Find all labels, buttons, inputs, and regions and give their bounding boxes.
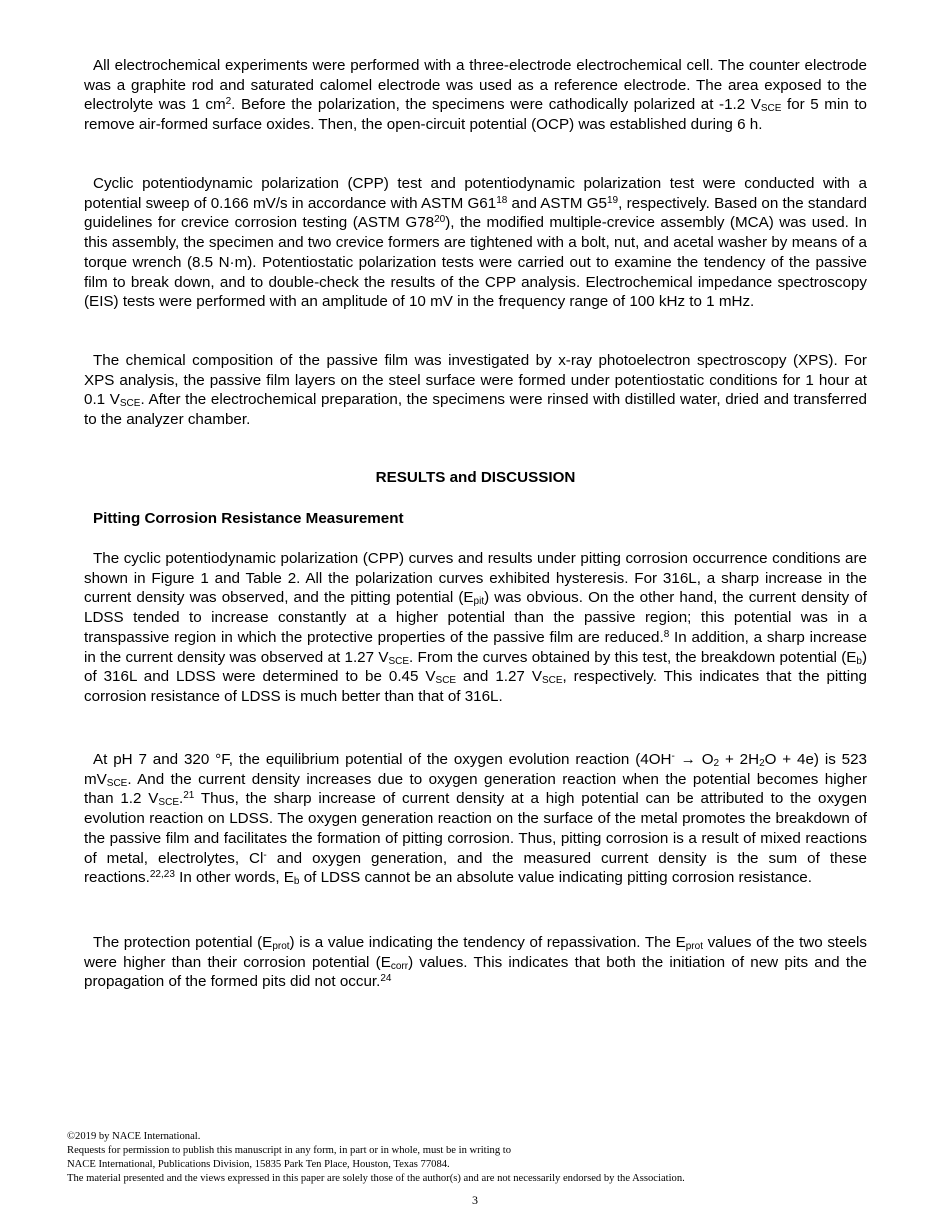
paragraph-polarization-tests: Cyclic potentiodynamic polarization (CPP) test and potentiodynamic polarization test were conducted with a potential sweep of 0.166 mV/s in accordance with ASTM $G61^{18}$ and ASTM $G5^{19}$, respectively. Based on the standard guidelines for crevice corrosion testing (ASTM $G78^{20}$), the modified multiple-crevice assembly (MCA) was used. In this assembly, the specimen and two crevice formers are tightened with a bolt, nut, and acetal washer by means of a torque wrench (8.5 N·m). Potentiostatic polarization tests were carried out to examine the tendency of the passive film to break down, and to double-check the results of the CPP analysis. Electrochemical impedance spectroscopy (EIS) tests were performed with an amplitude of 10 mV in the frequency range of 100 kHz to 1 mHz. xyxy=(84,175,868,311)
page-number: 3 xyxy=(472,1193,478,1207)
footer-permission-line: Requests for permission to publish this manuscript in any form, in part or in whole, must be in writing to xyxy=(67,1145,512,1157)
paragraph-xps-analysis: The chemical composition of the passive film was investigated by x-ray photoelectron spectroscopy (XPS). For XPS analysis, the passive film layers on the steel surface were formed under potentiostatic conditions for 1 hour at 0.1 $V_{SCE}$. After the electrochemical preparation, the specimens were rinsed with distilled water, dried and transferred to the analyzer chamber. xyxy=(84,352,867,429)
subsection-heading: Pitting Corrosion Resistance Measurement xyxy=(93,510,404,527)
footer-disclaimer-line: The material presented and the views expressed in this paper are solely those of the author(s) and are not necessarily endorsed by the Association. xyxy=(67,1173,685,1185)
footer-copyright-line: ©2019 by NACE International. xyxy=(67,1131,201,1142)
paragraph-electrochemical-setup: All electrochemical experiments were performed with a three-electrode electrochemical cell. The counter electrode was a graphite rod and saturated calomel electrode was used as a reference electrode. The area exposed to the electrolyte was 1 $cm^2$. Before the polarization, the specimens were cathodically polarized at -1.2 $V_{SCE}$ for 5 min to remove air-formed surface oxides. Then, the open-circuit potential (OCP) was established during 6 h. xyxy=(84,57,868,134)
section-heading: RESULTS and DISCUSSION xyxy=(375,469,576,486)
footer-address-line: NACE International, Publications Division, 15835 Park Ten Place, Houston, Texas 77084. xyxy=(67,1159,450,1171)
copyright-footer xyxy=(67,1130,887,1186)
paragraph-cpp-results: The cyclic potentiodynamic polarization (CPP) curves and results under pitting corrosion occurrence conditions are shown in Figure 1 and Table 2. All the polarization curves exhibited hysteresis. For 316L, a sharp increase in the current density was observed, and the pitting potential $(E_{pit})$ was obvious. On the other hand, the current density of LDSS tended to increase constantly at a higher potential than the passive region; this potential was in a transpassive region in which the protective properties of the passive film are reduced.$^8$ In addition, a sharp increase in the current density was observed at 1.27 $V_{SCE}$. From the curves obtained by this test, the breakdown potential $(E_b)$ of 316L and LDSS were determined to be 0.45 $V_{SCE}$ and 1.27 $V_{SCE}$, respectively. This indicates that the pitting corrosion resistance of LDSS is much better than that of 316L. xyxy=(84,550,868,705)
paragraph-oxygen-evolution: At pH 7 and 320 °F, the equilibrium potential of the oxygen evolution reaction $(4OH^- \to O_2 + 2H_2O + 4e)$ is 523 $mV_{SCE}$. And the current density increases due to oxygen generation reaction when the potential becomes higher than 1.2 $V_{SCE}.^{21}$ Thus, the sharp increase of current density at a high potential can be attributed to the oxygen evolution reaction on LDSS. The oxygen generation reaction on the surface of the metal promotes the breakdown of the passive film and facilitates the formation of pitting corrosion. Thus, pitting corrosion is a result of mixed reactions of metal, electrolytes, Cl- and oxygen generation, and the measured current density is the sum of these reactions.$^{22,23}$ In other words, $E_b$ of LDSS cannot be an absolute value indicating pitting corrosion resistance. xyxy=(84,751,868,888)
paragraph-protection-potential: The protection potential $(E_{prot})$ is a value indicating the tendency of repassivation. The $E_{prot}$ values of the two steels were higher than their corrosion potential $(E_{corr})$ values. This indicates that both the initiation of new pits and the propagation of the formed pits did not occur.$^{24}$ xyxy=(84,934,867,991)
